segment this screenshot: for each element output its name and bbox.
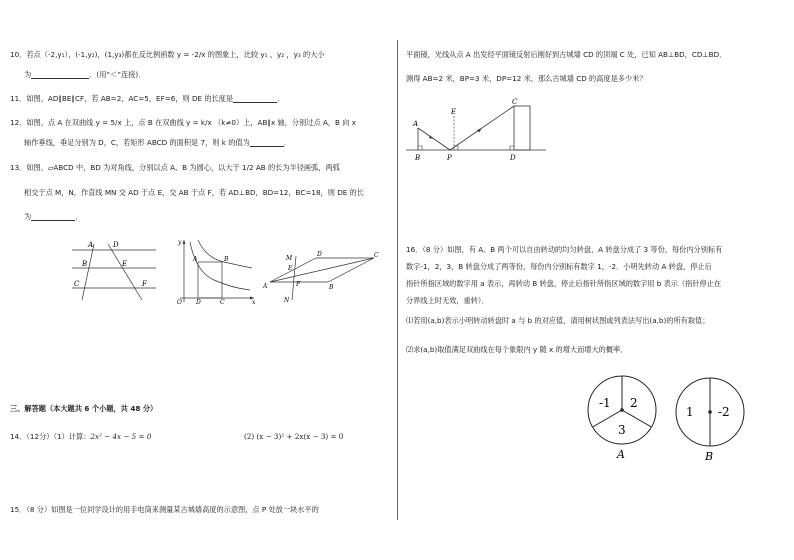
- q16-line2: 数字-1，2，3，B 转盘分成了两等份，每份内分别标有数字 1，-2．小明先转动 A 转盘，停止后: [406, 262, 712, 271]
- fig15-label-b: B: [415, 154, 421, 162]
- q10-line2-pre: 为: [24, 70, 32, 79]
- fig13-label-e: E: [288, 265, 293, 272]
- fig11-label-c: C: [74, 280, 80, 288]
- q12-answer-blank[interactable]: [250, 139, 284, 147]
- spinner-b-label: B: [705, 450, 714, 463]
- fig15-label-d: D: [510, 154, 516, 162]
- q15-line2: 平面镜，光线从点 A 出发经平面镜反射后刚好到古城墙 CD 的顶端 C 处，已知 AB⊥BD，CD⊥BD．: [406, 50, 727, 59]
- q16-line1: 16．（8 分）如图，有 A、B 两个可以自由转动的均匀转盘，A 转盘分成了 3 等份，每份内分别标有: [406, 245, 723, 254]
- q10-line2: [24, 70, 145, 79]
- q10-answer-blank[interactable]: [31, 71, 89, 79]
- q14-line: [10, 432, 151, 441]
- fig12-label-o: O: [177, 299, 182, 304]
- q11-end: ．: [277, 94, 285, 103]
- section-3-title: 三、解答题（本大题共 6 个小题，共 48 分）: [10, 404, 158, 413]
- fig12-label-c: C: [220, 299, 225, 304]
- q16-line4: 分界线上时无效，重转）．: [406, 296, 489, 305]
- q12-line2: [24, 138, 291, 147]
- fig12-label-a: A: [193, 256, 198, 263]
- fig13-label-f: F: [296, 281, 301, 288]
- q13-line3-pre: 为: [24, 212, 32, 221]
- q14-eq1: 2x² − 4x − 5 = 0: [90, 432, 152, 441]
- q12-line1: 12．如图，点 A 在双曲线 y = 5/x 上，点 B 在双曲线 y = k/x （k≠0）上，AB∥x 轴，分别过点 A，B 向 x: [10, 118, 356, 127]
- fig12-label-y: y: [178, 239, 182, 246]
- fig11-label-e: E: [122, 260, 128, 268]
- spinner-b-number-1: 1: [686, 405, 694, 419]
- q10-line2-post: ．(用“＜”连接)．: [89, 70, 146, 79]
- q13-line3-end: ．: [75, 212, 83, 221]
- fig13-label-n: N: [284, 297, 290, 304]
- fig15-label-e: E: [451, 108, 457, 116]
- fig13-label-b: B: [329, 284, 334, 291]
- q14-part2: (2) (x − 3)² + 2x(x − 3) = 0: [244, 432, 344, 441]
- q13-answer-blank[interactable]: [31, 213, 75, 221]
- fig12-label-x: x: [252, 299, 256, 304]
- q16-part1: ⑴若用(a,b)表示小明转动转盘时 a 与 b 的对应值，请用树状图或列表法写出(a,b)的所有取值；: [406, 316, 710, 325]
- q12-line2-text: 轴作垂线，垂足分别为 D，C，若矩形 ABCD 的面积是 7，则 k 的值为: [24, 138, 250, 147]
- q12-line2-end: ．: [283, 138, 291, 147]
- q16-line3: 指针所指区域的数字用 a 表示，再转动 B 转盘，停止后指针所指区域的数字用 b 表示（指针停止在: [406, 279, 722, 288]
- figure-q11: [68, 238, 160, 304]
- q14-label: 14．（12分）（1）计算：: [10, 432, 91, 441]
- q11-text: 11．如图，AD∥BE∥CF，若 AB=2，AC=5，EF=6，则 DE 的长度是: [10, 94, 234, 103]
- fig11-label-f: F: [142, 280, 147, 288]
- fig13-label-m: M: [286, 255, 293, 262]
- q16-part2: ⑵求(a,b)取值满足双曲线在每个象限内 y 随 x 的增大而增大的概率．: [406, 345, 628, 354]
- fig11-label-a: A: [88, 241, 94, 249]
- q13-line1: 13．如图，▱ABCD 中，BD 为对角线，分别以点 A、B 为圆心，以大于 1/2 AB 的长为半径画弧，两弧: [10, 163, 340, 172]
- fig11-label-d: D: [113, 241, 119, 249]
- spinner-b: [672, 376, 748, 464]
- q15-line1: 15．（8 分）如图是一位同学设计的用手电筒来测量某古城墙高度的示意图，点 P 处放一块水平的: [10, 505, 319, 514]
- q11-answer-blank[interactable]: [233, 95, 277, 103]
- fig13-label-c: C: [374, 252, 379, 259]
- fig12-label-b: B: [224, 256, 229, 263]
- figure-q12: [172, 236, 258, 304]
- q10-line1: 10．若点（-2,y₁），(-1,y₂)，(1,y₃)都在反比例函数 y = -2/x 的图象上，比较 y₁ ，y₂ ，y₃ 的大小: [10, 50, 325, 59]
- spinner-a-number-3: 3: [618, 423, 626, 437]
- figure-q13: [262, 248, 380, 306]
- q15-line3: 测得 AB=2 米，BP=3 米，DP=12 米，那么古城墙 CD 的高度是多少米？: [406, 74, 647, 83]
- fig13-label-a: A: [263, 283, 268, 290]
- figure-q15: [404, 96, 550, 162]
- fig11-label-b: B: [82, 260, 88, 268]
- spinner-b-number-2: -2: [718, 405, 730, 419]
- right-column: [398, 0, 794, 560]
- fig13-label-d: D: [317, 251, 322, 258]
- q13-line2: 相交于点 M，N，作直线 MN 交 AD 于点 E，交 AB 于点 F，若 AD⊥BD，BD=12，BC=18，则 DE 的长: [24, 188, 364, 197]
- fig12-label-d: D: [196, 299, 201, 304]
- fig15-label-a: A: [413, 120, 419, 128]
- q13-line3: [24, 212, 82, 221]
- spinner-a-number-1: -1: [599, 396, 611, 410]
- spinner-a: [586, 374, 662, 462]
- fig15-label-p: P: [447, 154, 452, 162]
- q11-line: [10, 94, 284, 103]
- spinner-a-number-2: 2: [630, 396, 638, 410]
- fig15-label-c: C: [512, 98, 518, 106]
- spinner-a-label: A: [617, 448, 625, 461]
